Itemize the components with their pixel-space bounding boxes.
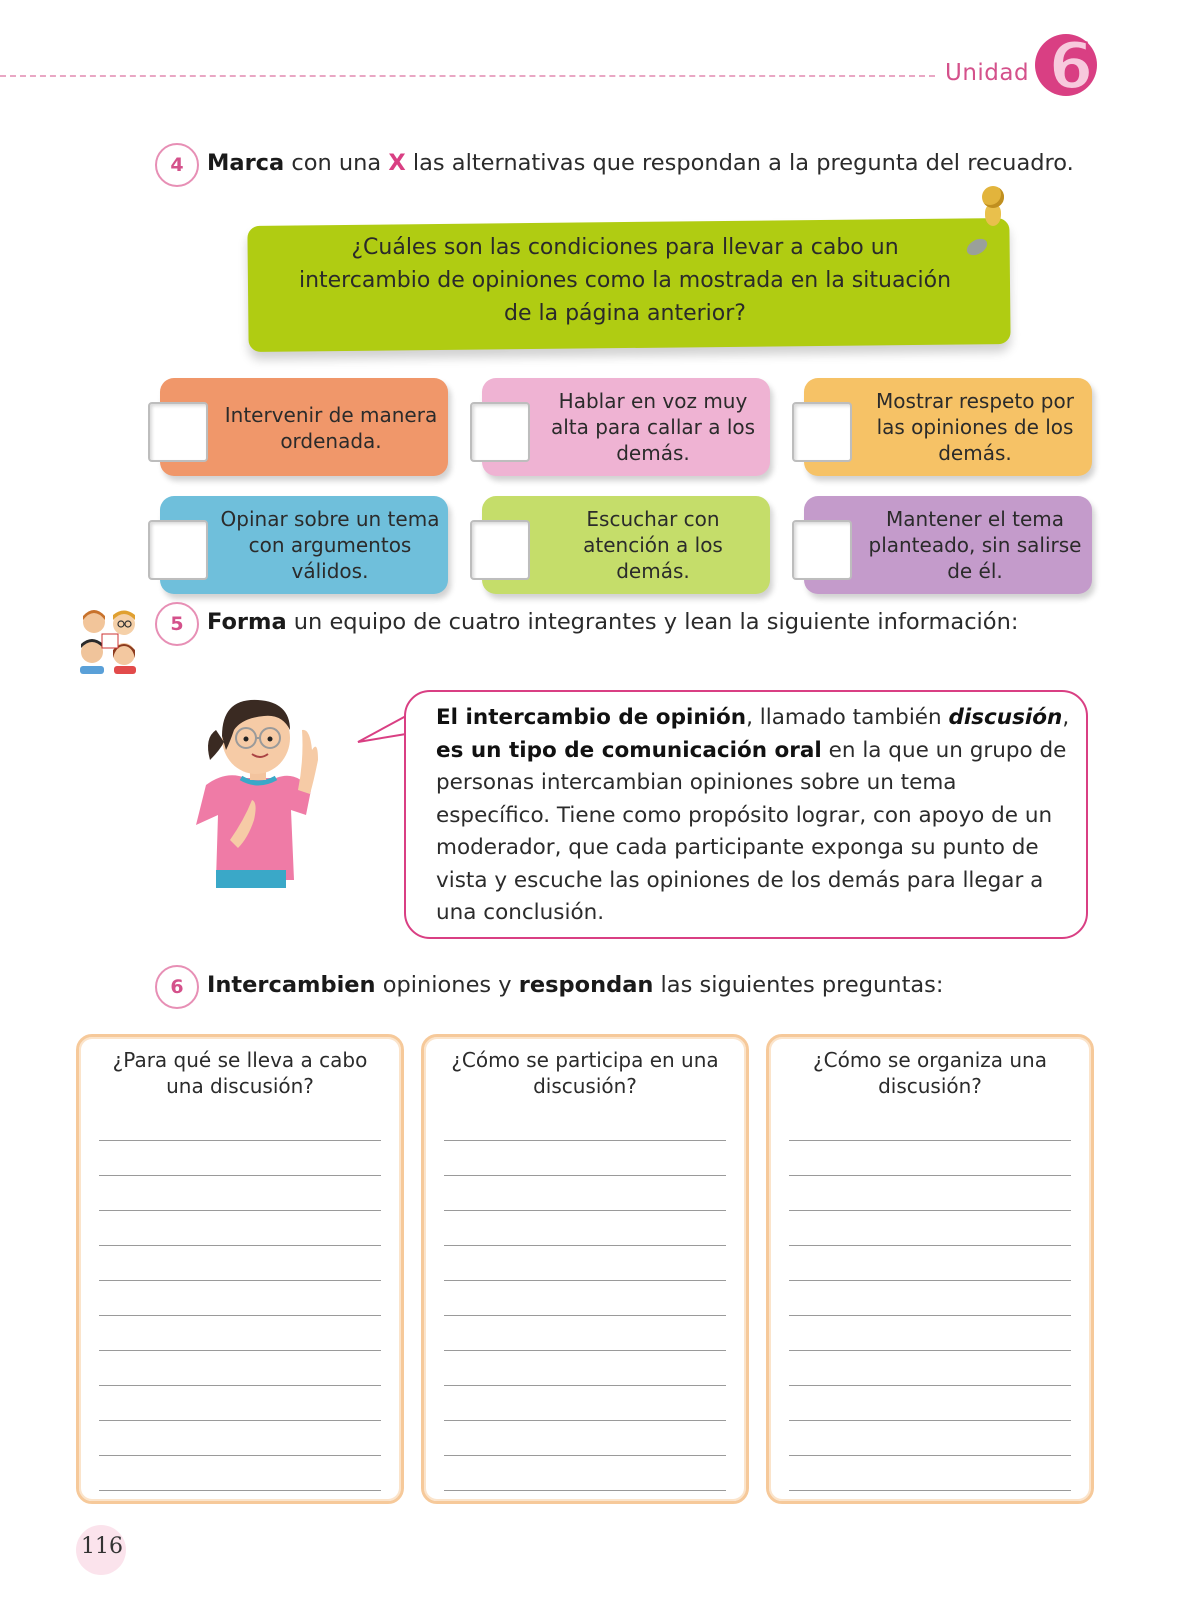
writing-line[interactable] xyxy=(444,1350,726,1351)
answer-question: ¿Para qué se lleva a cabo una discusión? xyxy=(112,1048,368,1098)
writing-line[interactable] xyxy=(789,1490,1071,1491)
writing-line[interactable] xyxy=(444,1490,726,1491)
writing-line[interactable] xyxy=(99,1385,381,1386)
writing-line[interactable] xyxy=(99,1245,381,1246)
writing-line[interactable] xyxy=(444,1140,726,1141)
option-checkbox[interactable] xyxy=(470,520,530,580)
question-text: ¿Cuáles son las condiciones para llevar a cabo un intercambio de opiniones como la mostrada en la situación de la página anterior? xyxy=(298,235,952,326)
writing-line[interactable] xyxy=(444,1315,726,1316)
writing-line[interactable] xyxy=(444,1245,726,1246)
speech-bubble-tail xyxy=(356,712,408,752)
writing-line[interactable] xyxy=(99,1175,381,1176)
writing-line[interactable] xyxy=(99,1140,381,1141)
writing-line[interactable] xyxy=(444,1420,726,1421)
option-text: Escuchar con atención a los demás. xyxy=(583,507,723,583)
writing-line[interactable] xyxy=(444,1385,726,1386)
option-text: Hablar en voz muy alta para callar a los demás. xyxy=(550,389,756,465)
writing-line[interactable] xyxy=(789,1420,1071,1421)
writing-line[interactable] xyxy=(99,1455,381,1456)
option-text: Intervenir de manera ordenada. xyxy=(224,403,438,453)
header-dashed-line xyxy=(0,75,935,77)
writing-line[interactable] xyxy=(99,1315,381,1316)
writing-line[interactable] xyxy=(789,1350,1071,1351)
option-text: Opinar sobre un tema con argumentos válidos. xyxy=(220,507,440,583)
step-5-number: 5 xyxy=(155,602,199,646)
page-number: 116 xyxy=(81,1534,123,1559)
writing-line[interactable] xyxy=(789,1280,1071,1281)
step-5-instruction: Forma un equipo de cuatro integrantes y lean la siguiente información: xyxy=(207,609,1019,635)
writing-line[interactable] xyxy=(99,1490,381,1491)
writing-line[interactable] xyxy=(444,1455,726,1456)
option-text: Mostrar respeto por las opiniones de los demás. xyxy=(876,389,1074,465)
option-checkbox[interactable] xyxy=(470,402,530,462)
writing-line[interactable] xyxy=(444,1210,726,1211)
answer-card xyxy=(766,1034,1094,1504)
step-4-number: 4 xyxy=(155,143,199,187)
answer-card xyxy=(76,1034,404,1504)
option-checkbox[interactable] xyxy=(792,520,852,580)
writing-line[interactable] xyxy=(99,1210,381,1211)
option-checkbox[interactable] xyxy=(148,520,208,580)
step-6-number: 6 xyxy=(155,965,199,1009)
answer-question: ¿Cómo se organiza una discusión? xyxy=(813,1048,1047,1098)
writing-line[interactable] xyxy=(789,1210,1071,1211)
writing-line[interactable] xyxy=(444,1175,726,1176)
option-text: Mantener el tema planteado, sin salirse de él. xyxy=(868,507,1082,583)
writing-line[interactable] xyxy=(789,1175,1071,1176)
unit-label: Unidad xyxy=(945,60,1030,86)
writing-line[interactable] xyxy=(99,1420,381,1421)
girl-illustration xyxy=(186,690,336,890)
writing-line[interactable] xyxy=(789,1315,1071,1316)
option-checkbox[interactable] xyxy=(792,402,852,462)
writing-line[interactable] xyxy=(99,1350,381,1351)
writing-line[interactable] xyxy=(789,1245,1071,1246)
writing-line[interactable] xyxy=(99,1280,381,1281)
writing-line[interactable] xyxy=(789,1140,1071,1141)
writing-line[interactable] xyxy=(789,1455,1071,1456)
option-checkbox[interactable] xyxy=(148,402,208,462)
step-4-instruction: Marca con una X las alternativas que respondan a la pregunta del recuadro. xyxy=(207,150,1074,176)
answer-question: ¿Cómo se participa en una discusión? xyxy=(451,1048,719,1098)
writing-line[interactable] xyxy=(444,1280,726,1281)
answer-card xyxy=(421,1034,749,1504)
unit-number: 6 xyxy=(1048,30,1094,104)
step-6-instruction: Intercambien opiniones y respondan las siguientes preguntas: xyxy=(207,972,944,998)
team-icon xyxy=(74,606,144,676)
info-text: El intercambio de opinión, llamado también discusión, es un tipo de comunicación oral en la que un grupo de personas intercambian opiniones sobre un tema específico. Tiene como propósito lograr, con apoyo de un moderador, que cada participante exponga su punto de vista y escuche las opiniones de los demás para llegar a una conclusión. xyxy=(436,705,1070,925)
writing-line[interactable] xyxy=(789,1385,1071,1386)
pushpin-head xyxy=(982,186,1004,208)
